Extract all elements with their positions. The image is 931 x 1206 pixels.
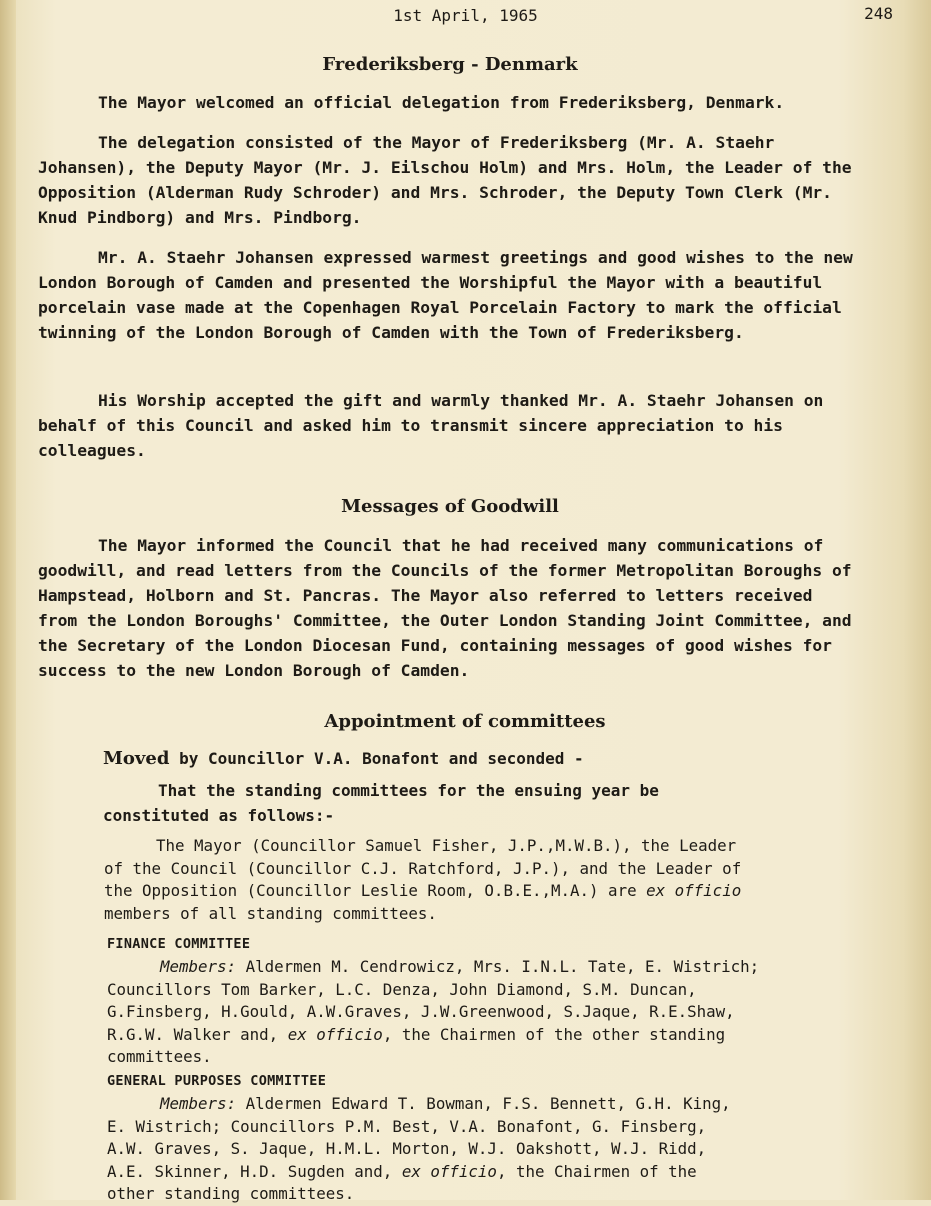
section-title-committees: Appointment of committees	[324, 711, 606, 732]
members-line: E. Wistrich; Councillors P.M. Best, V.A. Bonafont, G. Finsberg,	[107, 1116, 707, 1136]
members-label: Members:	[160, 957, 237, 976]
moved-label: Moved	[103, 748, 170, 769]
section-title-frederiksberg: Frederiksberg - Denmark	[322, 54, 578, 75]
header-date: 1st April, 1965	[393, 6, 538, 25]
motion-line	[103, 748, 584, 771]
members-label: Members:	[160, 1094, 237, 1113]
finance-members: Members: Aldermen M. Cendrowicz, Mrs. I.N.L. Tate, E. Wistrich; Councillors Tom Barker, L.C. Denza, John Diamond, S.M. Duncan, G.Finsberg, H.Gould, A.W.Graves, J.W.Greenwood, S.Jaque, R.E.Shaw, R.G.W. Walker and, ex officio, the Chairmen of the other standing committees.	[107, 956, 759, 1069]
paragraph-delegation: The delegation consisted of the Mayor of Frederiksberg (Mr. A. Staehr Johansen), the Deputy Mayor (Mr. J. Eilschou Holm) and Mrs. Holm, the Leader of the Opposition (Alderman Rudy Schroder) and Mrs. Schroder, the Deputy Town Clerk (Mr. Knud Pindborg) and Mrs. Pindborg.	[38, 133, 852, 227]
resolution-line: constituted as follows:-	[103, 806, 335, 825]
members-line: A.E. Skinner, H.D. Sugden and, ex officio, the Chairmen of the	[107, 1161, 697, 1181]
paragraph-gift-accepted: His Worship accepted the gift and warmly thanked Mr. A. Staehr Johansen on behalf of this Council and asked him to transmit sincere appreciation to his colleagues.	[38, 391, 824, 460]
ex-officio-line: members of all standing committees.	[104, 903, 437, 923]
members-line: Councillors Tom Barker, L.C. Denza, John Diamond, S.M. Duncan,	[107, 979, 697, 999]
members-line: other standing committees.	[107, 1184, 355, 1203]
members-line: G.Finsberg, H.Gould, A.W.Graves, J.W.Greenwood, S.Jaque, R.E.Shaw,	[107, 1002, 735, 1021]
members-line: A.W. Graves, S. Jaque, H.M.L. Morton, W.J. Oakshott, W.J. Ridd,	[107, 1139, 707, 1158]
paragraph-welcome: The Mayor welcomed an official delegation from Frederiksberg, Denmark.	[98, 93, 785, 112]
section-title-goodwill: Messages of Goodwill	[341, 496, 559, 517]
paragraph-greetings: Mr. A. Staehr Johansen expressed warmest greetings and good wishes to the new London Borough of Camden and presented the Worshipful the Mayor with a beautiful porcelain vase made at the Copenhagen Royal Porcelain Factory to mark the official twinning of the London Borough of Camden with the Town of Frederiksberg.	[38, 248, 853, 342]
page-number: 248	[864, 4, 893, 23]
general-purposes-committee-heading: GENERAL PURPOSES COMMITTEE	[107, 1073, 327, 1089]
resolution-line: That the standing committees for the ensuing year be	[158, 781, 659, 800]
ex-officio-paragraph	[104, 835, 741, 925]
ex-officio-line: the Opposition (Councillor Leslie Room, O.B.E.,M.A.) are ex officio	[104, 881, 742, 900]
paragraph-goodwill: The Mayor informed the Council that he had received many communications of goodwill, and read letters from the Councils of the former Metropolitan Boroughs of Hampstead, Holborn and St. Pancras. The Mayor also referred to letters received from the London Boroughs' Committee, the Outer London Standing Joint Committee, and the Secretary of the London Diocesan Fund, containing messages of good wishes for success to the new London Borough of Camden.	[38, 536, 852, 680]
ex-officio-line: The Mayor (Councillor Samuel Fisher, J.P.,M.W.B.), the Leader	[156, 836, 737, 855]
general-purposes-members: Members: Aldermen Edward T. Bowman, F.S. Bennett, G.H. King, E. Wistrich; Councillors P.M. Best, V.A. Bonafont, G. Finsberg, A.W. Graves, S. Jaque, H.M.L. Morton, W.J. Oakshott, W.J. Ridd, A.E. Skinner, H.D. Sugden and, ex officio, the Chairmen of the other standing committees.	[107, 1093, 731, 1206]
members-line: R.G.W. Walker and, ex officio, the Chairmen of the other standing	[107, 1024, 726, 1044]
members-line: committees.	[107, 1047, 212, 1066]
moved-by-text: by Councillor V.A. Bonafont and seconded -	[179, 749, 584, 768]
book-spine-shadow	[0, 0, 16, 1200]
ex-officio-italic: ex officio	[646, 881, 742, 900]
resolution-text	[103, 778, 659, 828]
finance-committee-heading: FINANCE COMMITTEE	[107, 936, 251, 952]
ex-officio-line: of the Council (Councillor C.J. Ratchford, J.P.), and the Leader of	[104, 858, 742, 878]
